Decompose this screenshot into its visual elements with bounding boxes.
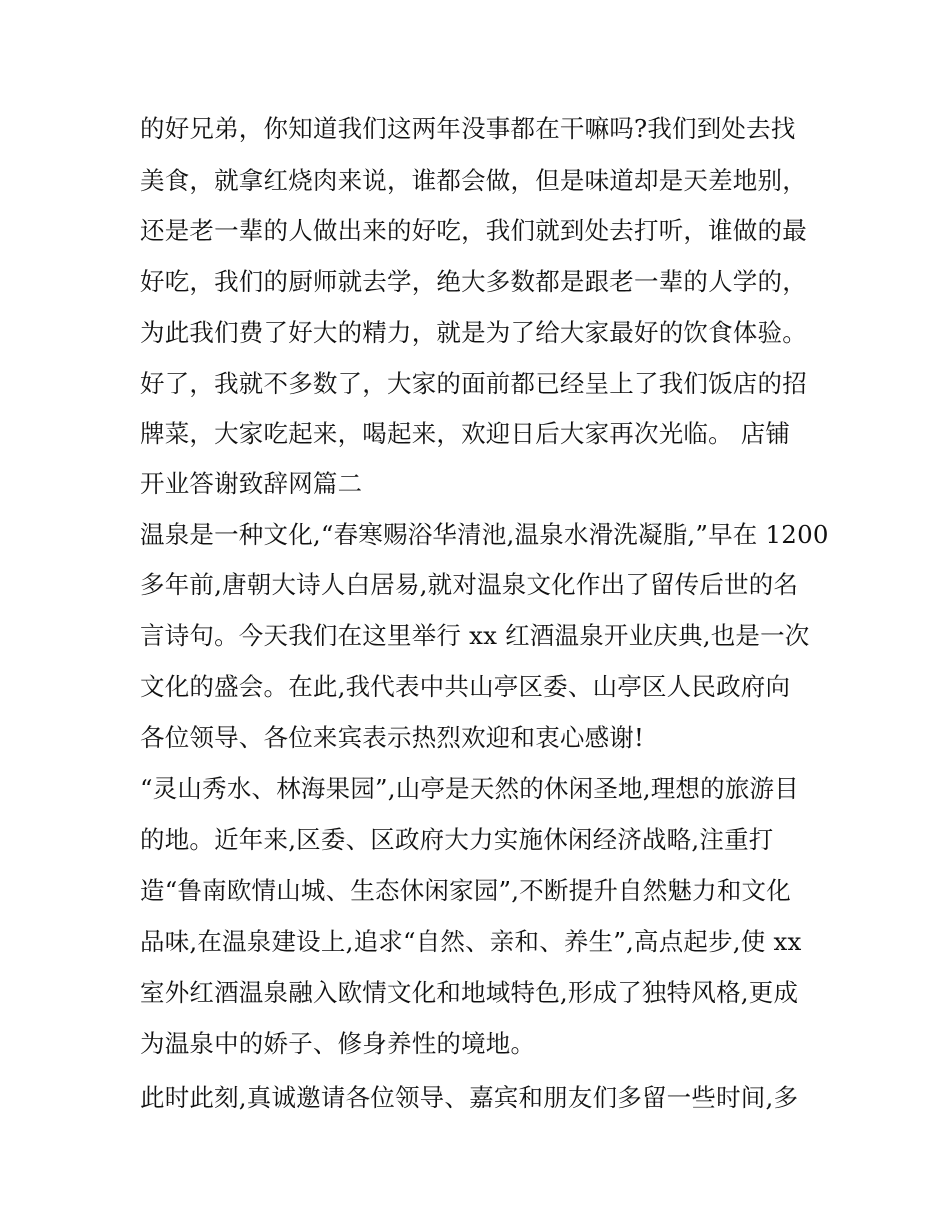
text-line: 的地。近年来,区委、区政府大力实施休闲经济战略,注重打 — [140, 825, 774, 854]
text-line: “灵山秀水、林海果园”,山亭是天然的休闲圣地,理想的旅游目 — [140, 774, 799, 803]
text-line: 此时此刻,真诚邀请各位领导、嘉宾和朋友们多留一些时间,多 — [140, 1083, 799, 1112]
text-line: 各位领导、各位来宾表示热烈欢迎和衷心感谢! — [140, 723, 645, 752]
text-line: 好吃，我们的厨师就去学，绝大多数都是跟老一辈的人学的， — [140, 267, 807, 296]
text-line: 还是老一辈的人做出来的好吃，我们就到处去打听，谁做的最 — [140, 216, 807, 245]
text-line: 牌菜，大家吃起来，喝起来，欢迎日后大家再次光临。 店铺 — [140, 419, 791, 448]
text-line: 的好兄弟，你知道我们这两年没事都在干嘛吗?我们到处去找 — [140, 114, 796, 143]
text-line: 为温泉中的娇子、修身养性的境地。 — [140, 1029, 536, 1058]
text-line: 美食，就拿红烧肉来说，谁都会做，但是味道却是天差地别， — [140, 166, 807, 195]
text-line: 言诗句。今天我们在这里举行 xx 红酒温泉开业庆典,也是一次 — [140, 621, 810, 650]
text-line: 室外红酒温泉融入欧情文化和地域特色,形成了独特风格,更成 — [140, 978, 799, 1007]
section-title: 开业答谢致辞网篇二 — [140, 469, 363, 498]
text-line: 品味,在温泉建设上,追求“自然、亲和、养生”,高点起步,使 xx — [140, 927, 802, 956]
text-line: 造“鲁南欧情山城、生态休闲家园”,不断提升自然魅力和文化 — [140, 876, 791, 905]
text-line: 为此我们费了好大的精力，就是为了给大家最好的饮食体验。 — [140, 318, 807, 347]
text-line: 文化的盛会。在此,我代表中共山亭区委、山亭区人民政府向 — [140, 672, 791, 701]
text-line: 多年前,唐朝大诗人白居易,就对温泉文化作出了留传后世的名 — [140, 570, 799, 599]
text-line: 好了，我就不多数了，大家的面前都已经呈上了我们饭店的招 — [140, 369, 807, 398]
text-line: 温泉是一种文化,“春寒赐浴华清池,温泉水滑洗凝脂,”早在 1200 — [140, 520, 829, 549]
